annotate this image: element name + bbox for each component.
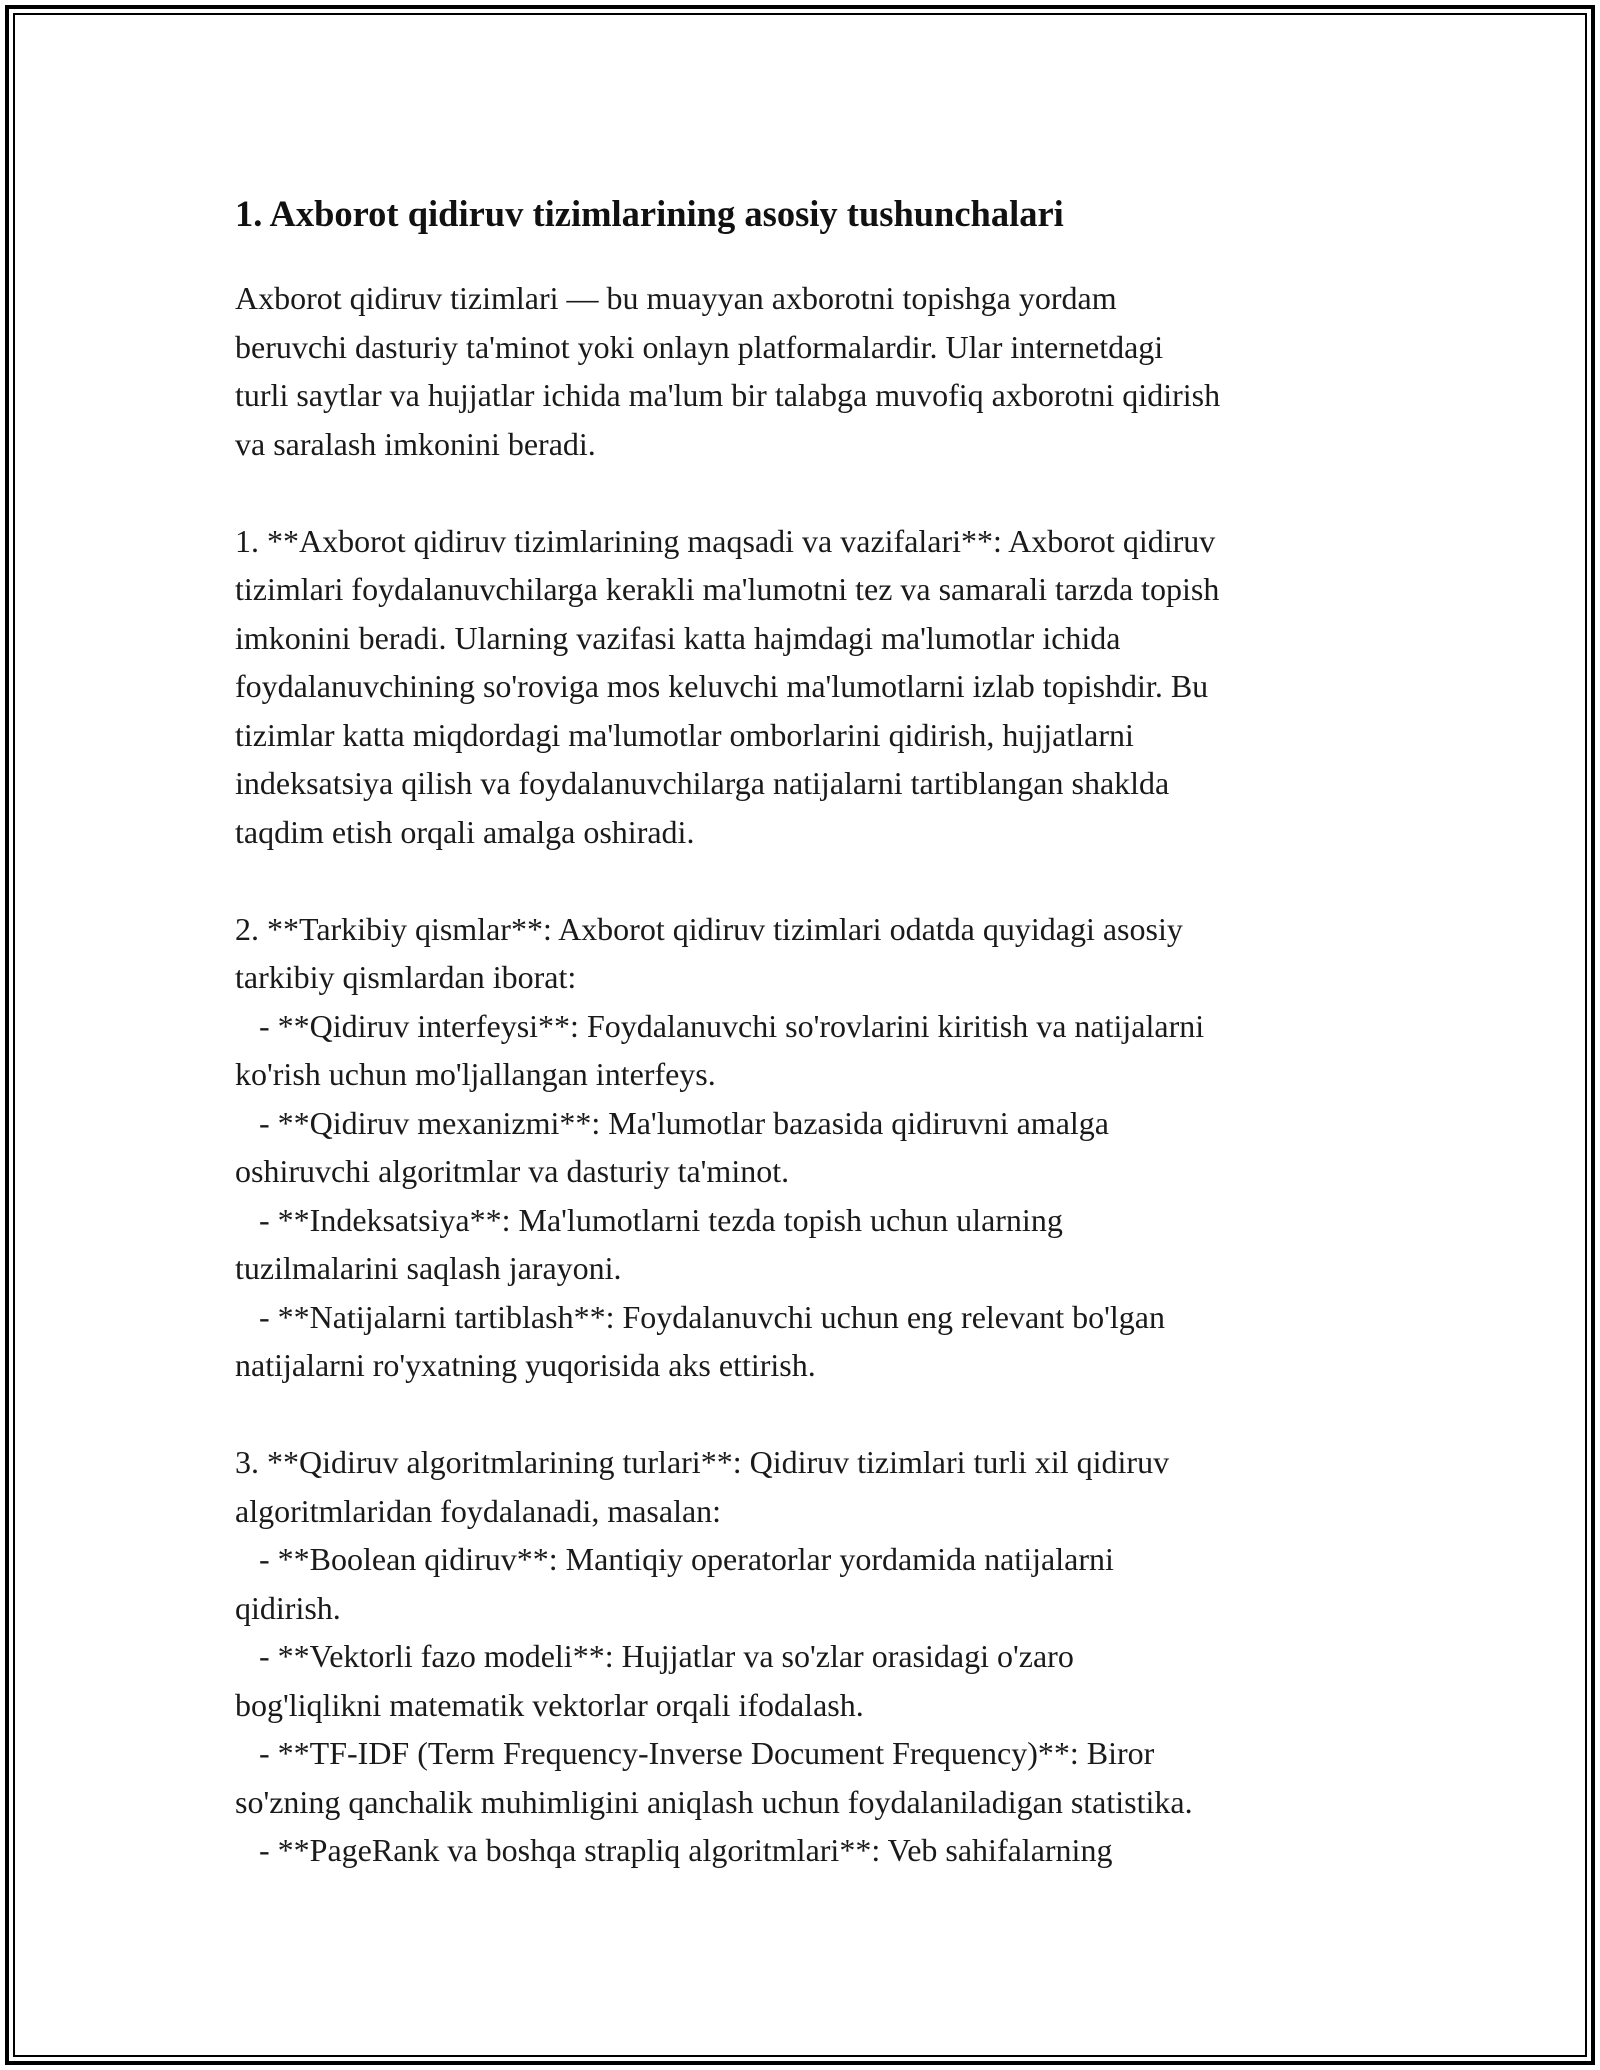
paragraph-gap (235, 1390, 1370, 1439)
section-2-paragraph: 2. **Tarkibiy qismlar**: Axborot qidiruv tizimlari odatda quyidagi asosiy tarkibiy qismlardan iborat: - **Qidiruv interfeysi**: Foydalanuvchi so'rovlarini kiritish va natijalarni ko'rish uchun mo'ljallangan interfeys. - **Qidiruv mexanizmi**: Ma'lumotlar bazasida qidiruvni amalga oshiruvchi algoritmlar va dasturiy ta'minot. - **Indeksatsiya**: Ma'lumotlarni tezda topish uchun ularning tuzilmalarini saqlash jarayoni. - **Natijalarni tartiblash**: Foydalanuvchi uchun eng relevant bo'lgan natijalarni ro'yxatning yuqorisida aks ettirish. (235, 910, 1205, 1383)
section-3-paragraph: 3. **Qidiruv algoritmlarining turlari**: Qidiruv tizimlari turli xil qidiruv algoritmlaridan foydalanadi, masalan: - **Boolean qidiruv**: Mantiqiy operatorlar yordamida natijalarni qidirish. - **Vektorli fazo modeli**: Hujjatlar va so'zlar orasidagi o'zaro bog'liqlikni matematik vektorlar orqali ifodalash. - **TF-IDF (Term Frequency-Inverse Document Frequency)**: Biror so'zning qanchalik muhimligini aniqlash uchun foydalaniladigan statistika. - **PageRank va boshqa strapliq algoritmlari**: Veb sahifalarning (235, 1444, 1193, 1868)
intro-paragraph: Axborot qidiruv tizimlari — bu muayyan axborotni topishga yordam beruvchi dasturiy ta'minot yoki onlayn platformalardir. Ular internetdagi turli saytlar va hujjatlar ichida ma'lum bir talabga muvofiq axborotni qidirish va saralash imkonini beradi. (235, 280, 1221, 462)
document-title: 1. Axborot qidiruv tizimlarining asosiy tushunchalari (235, 193, 1064, 234)
paragraph-gap (235, 856, 1370, 905)
section-1-paragraph: 1. **Axborot qidiruv tizimlarining maqsadi va vazifalari**: Axborot qidiruv tizimlari foydalanuvchilarga kerakli ma'lumotni tez va samarali tarzda topish imkonini beradi. Ularning vazifasi katta hajmdagi ma'lumotlar ichida foydalanuvchining so'roviga mos keluvchi ma'lumotlarni izlab topishdir. Bu tizimlar katta miqdordagi ma'lumotlar omborlarini qidirish, hujjatlarni indeksatsiya qilish va foydalanuvchilarga natijalarni tartiblangan shaklda taqdim etish orqali amalga oshiradi. (235, 522, 1220, 850)
document-body (235, 186, 1370, 1875)
paragraph-gap (235, 468, 1370, 517)
